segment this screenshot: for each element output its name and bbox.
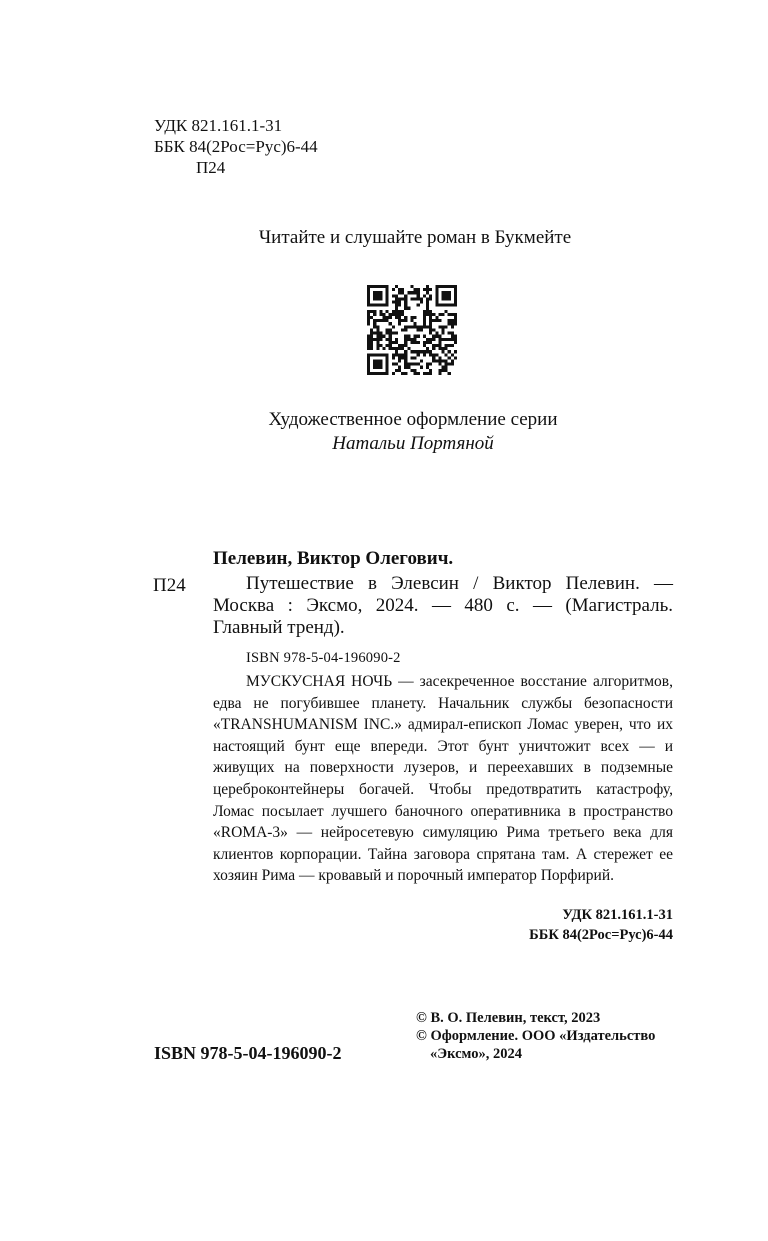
author-code: П24 — [196, 158, 226, 177]
copyright-publisher: «Эксмо», 2024 — [430, 1046, 522, 1062]
isbn-main: ISBN 978-5-04-196090-2 — [154, 1043, 342, 1063]
qr-code-icon[interactable] — [367, 285, 457, 375]
copyright-text: © В. О. Пелевин, текст, 2023 — [416, 1010, 601, 1026]
catalog-annotation: МУСКУСНАЯ НОЧЬ — засекреченное восстание алгоритмов, едва не погубившее планету. Начальник службы безопасности «TRANSHUMANISM INC.» адмирал-епископ Ломас уверен, что их настоящий бунт еще впереди. Этот бунт уничтожит всех — и живущих на поверхности лузеров, и переехавших в подземные цереброконтейнеры богачей. Чтобы предотвратить катастрофу, Ломас посылает лучшего баночного оперативника в пространство «ROMA-3» — нейросетевую симуляцию Рима третьего века для клиентов корпорации. Тайна заговора спрятана там. А стережет ее хозяин Рима — кровавый и порочный император Порфирий. — [213, 673, 673, 885]
classification-block — [154, 115, 318, 178]
catalog-isbn: ISBN 978-5-04-196090-2 — [246, 650, 401, 666]
catalog-classification — [400, 905, 673, 945]
series-design-credit — [0, 408, 768, 456]
catalog-code: П24 — [153, 575, 186, 596]
bookmate-note: Читайте и слушайте роман в Букмейте — [258, 227, 572, 248]
catalog-bbk: ББК 84(2Рос=Рус)6-44 — [529, 927, 673, 943]
series-designer-name: Натальи Портяной — [332, 433, 494, 454]
bbk-code: ББК 84(2Рос=Рус)6-44 — [154, 137, 318, 156]
udk-code: УДК 821.161.1-31 — [154, 116, 283, 135]
catalog-udk: УДК 821.161.1-31 — [562, 907, 673, 923]
catalog-description: Путешествие в Элевсин / Виктор Пелевин. — Москва : Эксмо, 2024. — 480 с. — (Магистраль. Главный тренд). — [213, 573, 673, 638]
series-design-label: Художественное оформление серии — [268, 409, 558, 430]
copyright-block — [416, 1009, 655, 1063]
catalog-author: Пелевин, Виктор Олегович. — [213, 548, 454, 569]
copyright-design: © Оформление. ООО «Издательство — [416, 1028, 656, 1044]
